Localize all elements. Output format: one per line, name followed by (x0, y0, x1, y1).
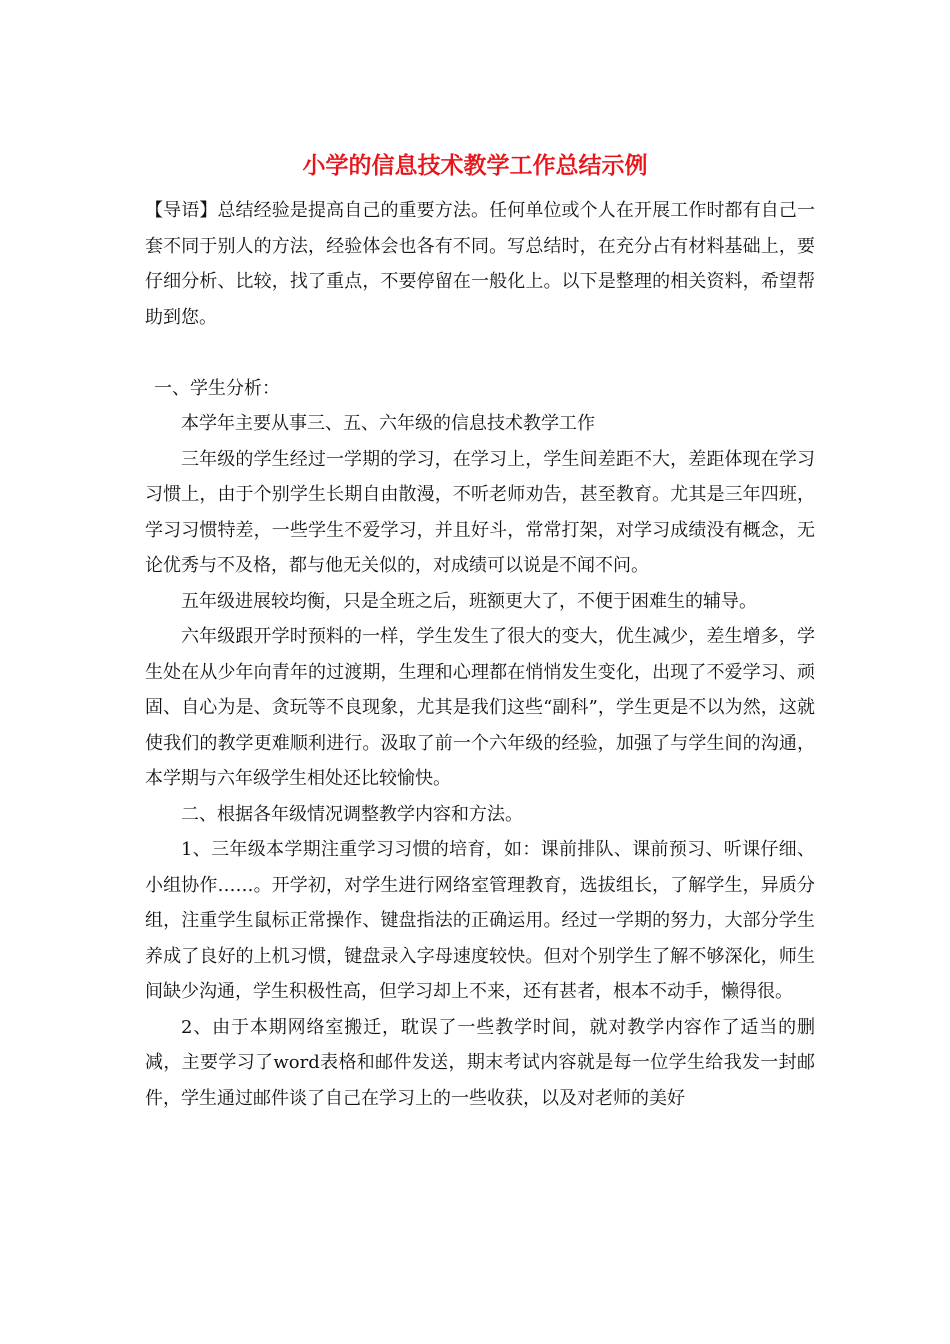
paragraph-item-2: 2、由于本期网络室搬迁，耽误了一些教学时间，就对教学内容作了适当的删减，主要学习了word表格和邮件发送，期末考试内容就是每一位学生给我发一封邮件，学生通过邮件谈了自己在学习上的一些收获，以及对老师的美好 (145, 1016, 815, 1109)
blank-line (145, 335, 815, 371)
paragraph-grade-six: 六年级跟开学时预料的一样，学生发生了很大的变大，优生减少，差生增多，学生处在从少年向青年的过渡期，生理和心理都在悄悄发生变化，出现了不爱学习、顽固、自心为是、贪玩等不良现象，尤其是我们这些“副科”，学生更是不以为然，这就使我们的教学更难顺利进行。汲取了前一个六年级的经验，加强了与学生间的沟通，本学期与六年级学生相处还比较愉快。 (145, 626, 815, 789)
document-body (145, 193, 815, 1116)
intro-paragraph: 【导语】总结经验是提高自己的重要方法。任何单位或个人在开展工作时都有自己一套不同于别人的方法，经验体会也各有不同。写总结时，在充分占有材料基础上，要仔细分析、比较，找了重点，不要停留在一般化上。以下是整理的相关资料，希望帮助到您。 (145, 200, 815, 328)
section-heading-student-analysis: 一、学生分析： (154, 377, 280, 399)
paragraph-grade-three: 三年级的学生经过一学期的学习，在学习上，学生间差距不大，差距体现在学习习惯上，由于个别学生长期自由散漫，不听老师劝告，甚至教育。尤其是三年四班，学习习惯特差，一些学生不爱学习，并且好斗，常常打架，对学习成绩没有概念，无论优秀与不及格，都与他无关似的，对成绩可以说是不闻不问。 (145, 448, 815, 576)
paragraph-item-1: 1、三年级本学期注重学习习惯的培育，如：课前排队、课前预习、听课仔细、小组协作……。开学初，对学生进行网络室管理教育，选拔组长，了解学生，异质分组，注重学生鼠标正常操作、键盘指法的正确运用。经过一学期的努力，大部分学生养成了良好的上机习惯，键盘录入字母速度较快。但对个别学生了解不够深化，师生间缺少沟通，学生积极性高，但学习却上不来，还有甚者，根本不动手，懒得很。 (145, 839, 815, 1002)
paragraph-overview: 本学年主要从事三、五、六年级的信息技术教学工作 (181, 413, 595, 434)
document-title: 小学的信息技术教学工作总结示例 (302, 152, 648, 179)
section-heading-adjust-methods: 二、根据各年级情况调整教学内容和方法。 (181, 803, 523, 825)
paragraph-grade-five: 五年级进展较均衡，只是全班之后，班额更大了，不便于困难生的辅导。 (181, 590, 757, 612)
